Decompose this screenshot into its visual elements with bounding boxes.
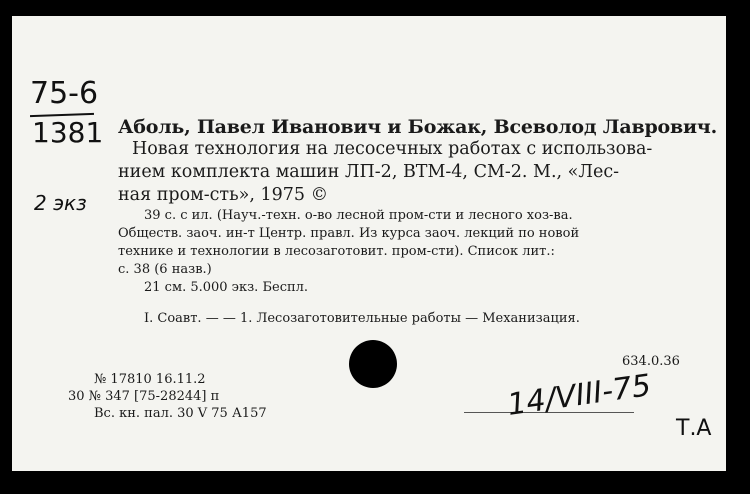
imprint-line: Вс. кн. пал. 30 V 75 А157 — [94, 406, 267, 421]
copies-note: 2 экз — [34, 191, 87, 215]
description-line: Обществ. заоч. ин-т Центр. правл. Из курса заоч. лекций по новой — [118, 226, 580, 241]
title-line: нием комплекта машин ЛП-2, ВТМ-4, СМ-2. М., «Лес- — [118, 162, 620, 182]
initials: Т.А — [676, 416, 712, 441]
imprint-line: № 17810 16.11.2 — [94, 372, 206, 387]
shelf-mark: 75-6 — [30, 76, 99, 111]
tracing-line: I. Соавт. — — 1. Лесозаготовительные работы — Механизация. — [144, 311, 580, 326]
description-line: технике и технологии в лесозаготовит. пром-сти). Список лит.: — [118, 244, 555, 259]
classification-index: 634.0.36 — [622, 354, 680, 369]
punch-hole — [349, 340, 397, 388]
handwritten-date: 14/VIII-75 — [505, 368, 654, 423]
author-line: Аболь, Павел Иванович и Божак, Всеволод Лаврович. — [118, 116, 718, 138]
title-line: ная пром-сть», 1975 © — [118, 185, 329, 205]
description-line: с. 38 (6 назв.) — [118, 262, 212, 277]
catalog-card — [12, 16, 726, 471]
size-line: 21 см. 5.000 экз. Беспл. — [144, 280, 309, 295]
title-line: Новая технология на лесосечных работах с использова- — [132, 139, 653, 159]
inventory-number: 1381 — [32, 116, 104, 149]
imprint-line: 30 № 347 [75-28244] п — [68, 389, 220, 404]
description-line: 39 с. с ил. (Науч.-техн. о-во лесной пром-сти и лесного хоз-ва. — [144, 208, 573, 223]
